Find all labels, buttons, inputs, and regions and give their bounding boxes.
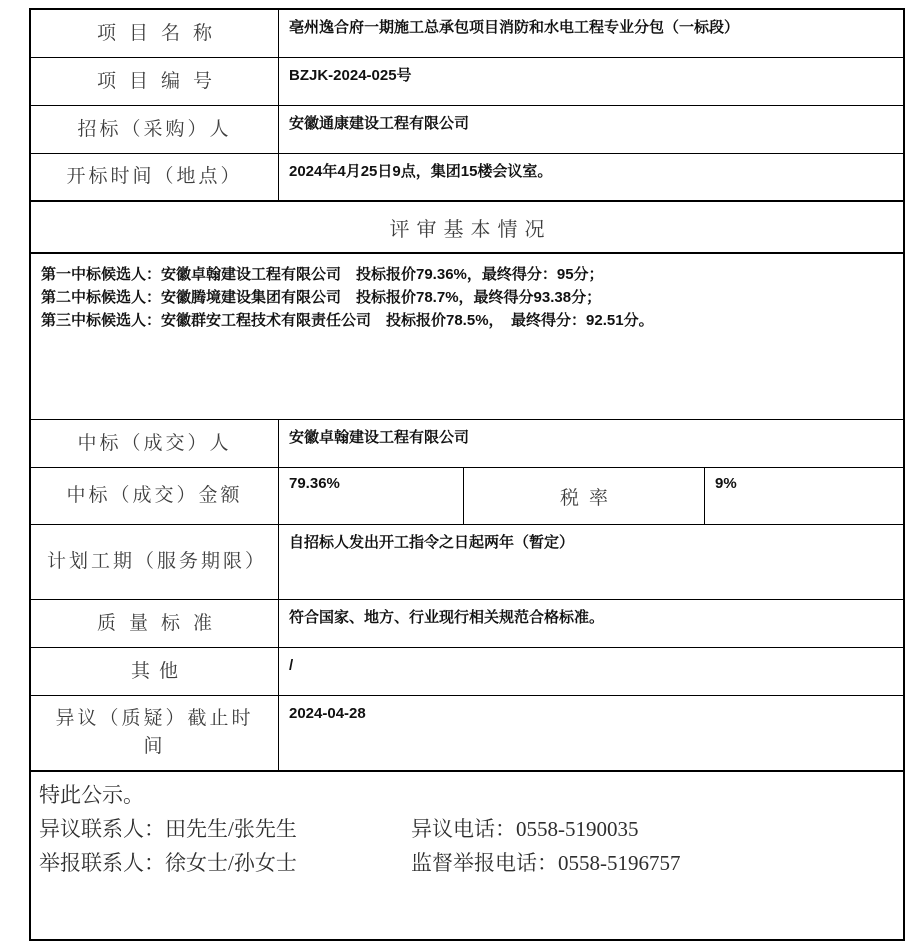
- deadline-label: 异议（质疑）截止时间: [31, 696, 279, 770]
- deadline-value: 2024-04-28: [289, 705, 366, 722]
- objection-contact: 异议联系人：田先生/张先生: [39, 817, 297, 841]
- table-row-project-number: [31, 58, 903, 106]
- period-label: 计划工期（服务期限）: [31, 525, 279, 599]
- table-row-period: [31, 525, 903, 600]
- table-row-winner: [31, 420, 903, 468]
- objection-phone: 异议电话：0558-5190035: [411, 817, 639, 841]
- candidate-line-3: 第三中标候选人：安徽群安工程技术有限责任公司 投标报价78.5%， 最终得分：92.51分。: [41, 312, 654, 329]
- amount-value: 79.36%: [279, 468, 464, 524]
- project-name-value: 亳州逸合府一期施工总承包项目消防和水电工程专业分包（一标段）: [289, 19, 740, 36]
- period-value: 自招标人发出开工指令之日起两年（暂定）: [289, 534, 575, 551]
- project-name-label: 项目名称: [31, 10, 279, 57]
- candidate-line-2: 第二中标候选人：安徽腾境建设集团有限公司 投标报价78.7%，最终得分93.38分；: [41, 289, 602, 306]
- table-row-other: [31, 648, 903, 696]
- winner-value: 安徽卓翰建设工程有限公司: [289, 429, 470, 446]
- project-number-label: 项目编号: [31, 58, 279, 105]
- report-contact: 举报联系人：徐女士/孙女士: [39, 851, 297, 875]
- table-row-amount: [31, 468, 903, 525]
- bid-result-table: [29, 8, 905, 941]
- project-number-value: BZJK-2024-025号: [289, 67, 412, 84]
- amount-label: 中标（成交）金额: [31, 468, 279, 524]
- table-row-quality: [31, 600, 903, 648]
- other-value: /: [289, 657, 294, 674]
- report-phone: 监督举报电话：0558-5196757: [411, 851, 681, 875]
- tax-rate-label: 税率: [464, 468, 705, 524]
- footer-text: [31, 772, 691, 939]
- quality-value: 符合国家、地方、行业现行相关规范合格标准。: [289, 609, 605, 626]
- candidates-text: [31, 254, 664, 419]
- winner-label: 中标（成交）人: [31, 420, 279, 467]
- report-line: [39, 846, 681, 880]
- table-row-tenderee: [31, 106, 903, 154]
- tax-rate-value: 9%: [715, 475, 737, 492]
- other-label: 其他: [31, 648, 279, 695]
- bid-opening-label: 开标时间（地点）: [31, 154, 279, 200]
- table-row-bid-opening: [31, 154, 903, 202]
- candidate-line-1: 第一中标候选人：安徽卓翰建设工程有限公司 投标报价79.36%，最终得分：95分；: [41, 266, 604, 283]
- notice-line: 特此公示。: [39, 783, 144, 807]
- tenderee-label: 招标（采购）人: [31, 106, 279, 153]
- objection-line: [39, 812, 681, 846]
- footer-block: [31, 772, 903, 939]
- table-row-project-name: [31, 10, 903, 58]
- candidates-block: [31, 254, 903, 420]
- review-section-header: 评审基本情况: [31, 202, 903, 254]
- tenderee-value: 安徽通康建设工程有限公司: [289, 115, 470, 132]
- bid-opening-value: 2024年4月25日9点，集团15楼会议室。: [289, 163, 553, 180]
- quality-label: 质量标准: [31, 600, 279, 647]
- table-row-deadline: [31, 696, 903, 772]
